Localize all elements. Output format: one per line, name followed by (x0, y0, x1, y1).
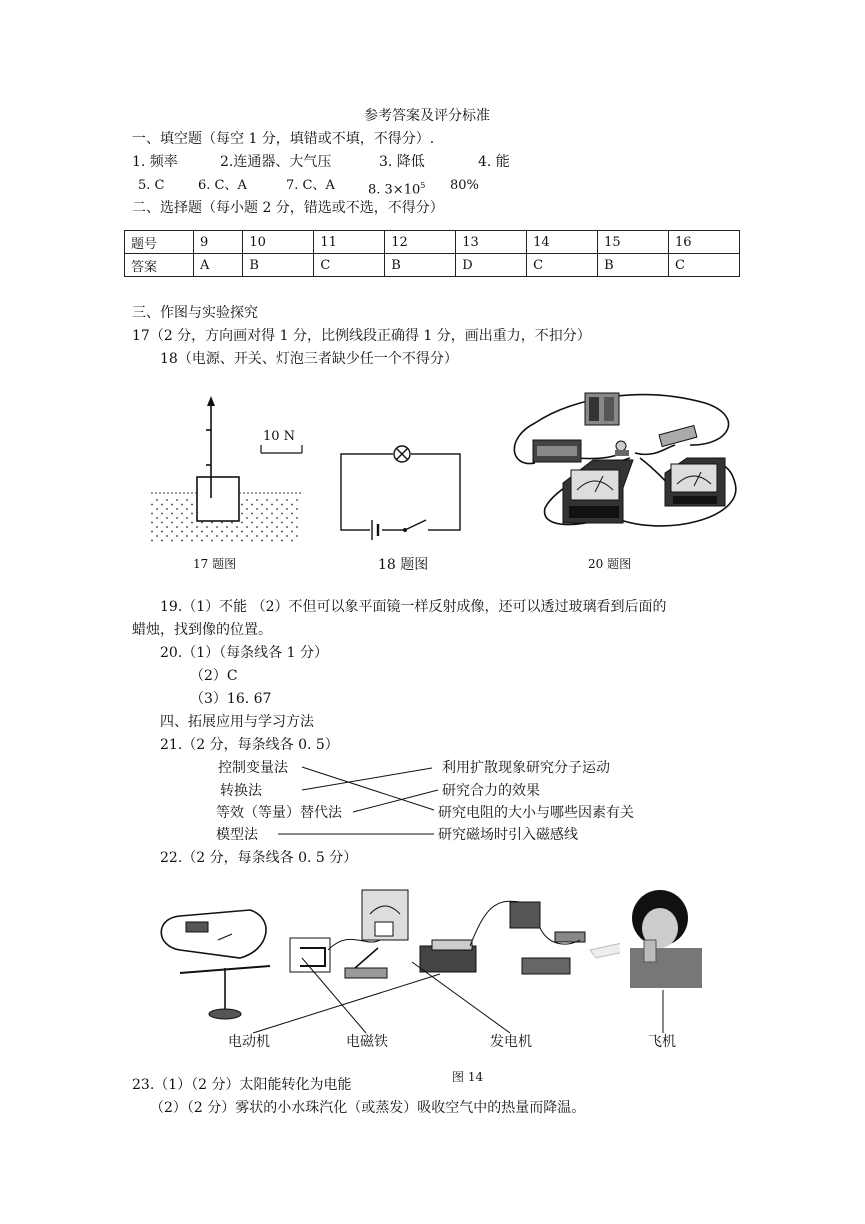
q18-scoring: 18（电源、开关、灯泡三者缺少任一个不得分） (160, 351, 458, 367)
table-cell: 10 (243, 231, 314, 254)
method-1: 控制变量法 (218, 760, 288, 776)
table-cell: 14 (527, 231, 598, 254)
s1-answer-4: 4. 能 (478, 154, 510, 170)
table-cell: B (243, 254, 314, 277)
table-cell: 15 (598, 231, 669, 254)
table-cell: B (385, 254, 456, 277)
s1-answer-7: 7. C、A (286, 178, 335, 193)
section4-heading: 四、拓展应用与学习方法 (160, 714, 314, 730)
caption-fig14: 图 14 (452, 1070, 484, 1084)
example-4: 研究磁场时引入磁感线 (438, 827, 578, 843)
table-cell: D (456, 254, 527, 277)
q19-answer-cont: 蜡烛，找到像的位置。 (132, 622, 272, 638)
exponent: 5 (420, 181, 426, 190)
table-cell: 13 (456, 231, 527, 254)
label-motor: 电动机 (228, 1034, 270, 1050)
table-cell: 11 (314, 231, 385, 254)
table-cell: 16 (669, 231, 740, 254)
example-1: 利用扩散现象研究分子运动 (442, 760, 610, 776)
table-cell: 答案 (125, 254, 194, 277)
s1-answer-1: 1. 频率 (132, 154, 178, 170)
method-2: 转换法 (220, 783, 262, 799)
s1-answer-5: 5. C (138, 178, 165, 193)
caption-fig20: 20 题图 (588, 557, 632, 571)
q19-answer: 19.（1）不能 （2）不但可以象平面镜一样反射成像，还可以透过玻璃看到后面的 (160, 599, 667, 615)
caption-fig18: 18 题图 (378, 557, 429, 573)
table-cell: C (527, 254, 598, 277)
example-3: 研究电阻的大小与哪些因素有关 (438, 805, 634, 821)
table-cell: C (669, 254, 740, 277)
q17-scoring: 17（2 分，方向画对得 1 分，比例线段正确得 1 分，画出重力，不扣分） (132, 328, 591, 344)
s1-answer-efficiency: 80% (450, 178, 479, 193)
scale-label: 10 N (263, 429, 296, 444)
q23-part2: （2）（2 分）雾状的小水珠汽化（或蒸发）吸收空气中的热量而降温。 (150, 1100, 586, 1116)
q20-part2: （2）C (190, 668, 238, 684)
q20-part3: （3）16. 67 (190, 691, 272, 707)
method-3: 等效（等量）替代法 (216, 805, 342, 821)
table-cell: 题号 (125, 231, 194, 254)
s1-answer-6: 6. C、A (198, 178, 247, 193)
s1-answer-3: 3. 降低 (379, 154, 425, 170)
label-electromagnet: 电磁铁 (346, 1034, 388, 1050)
table-cell: A (194, 254, 243, 277)
table-cell: 12 (385, 231, 456, 254)
table-cell: C (314, 254, 385, 277)
method-4: 模型法 (216, 827, 258, 843)
s1-answer-2: 2.连通器、大气压 (220, 154, 332, 170)
table-cell: B (598, 254, 669, 277)
section2-heading: 二、选择题（每小题 2 分，错选或不选，不得分） (132, 200, 444, 216)
q21-scoring: 21.（2 分，每条线各 0. 5） (160, 737, 339, 753)
label-generator: 发电机 (490, 1034, 532, 1050)
q22-scoring: 22.（2 分，每条线各 0. 5 分） (160, 850, 358, 866)
section3-heading: 三、作图与实验探究 (132, 305, 258, 321)
table-cell: 9 (194, 231, 243, 254)
caption-fig17: 17 题图 (193, 557, 237, 571)
s1-answer-8: 8. $3\times 10^5$ (368, 181, 426, 198)
example-2: 研究合力的效果 (442, 783, 540, 799)
q20-part1: 20.（1）（每条线各 1 分） (160, 645, 328, 661)
section1-heading: 一、填空题（每空 1 分，填错或不填，不得分）. (132, 131, 435, 147)
page-title: 参考答案及评分标准 (364, 108, 490, 124)
label-airplane: 飞机 (648, 1034, 676, 1050)
q23-part1: 23.（1）（2 分）太阳能转化为电能 (132, 1077, 352, 1093)
